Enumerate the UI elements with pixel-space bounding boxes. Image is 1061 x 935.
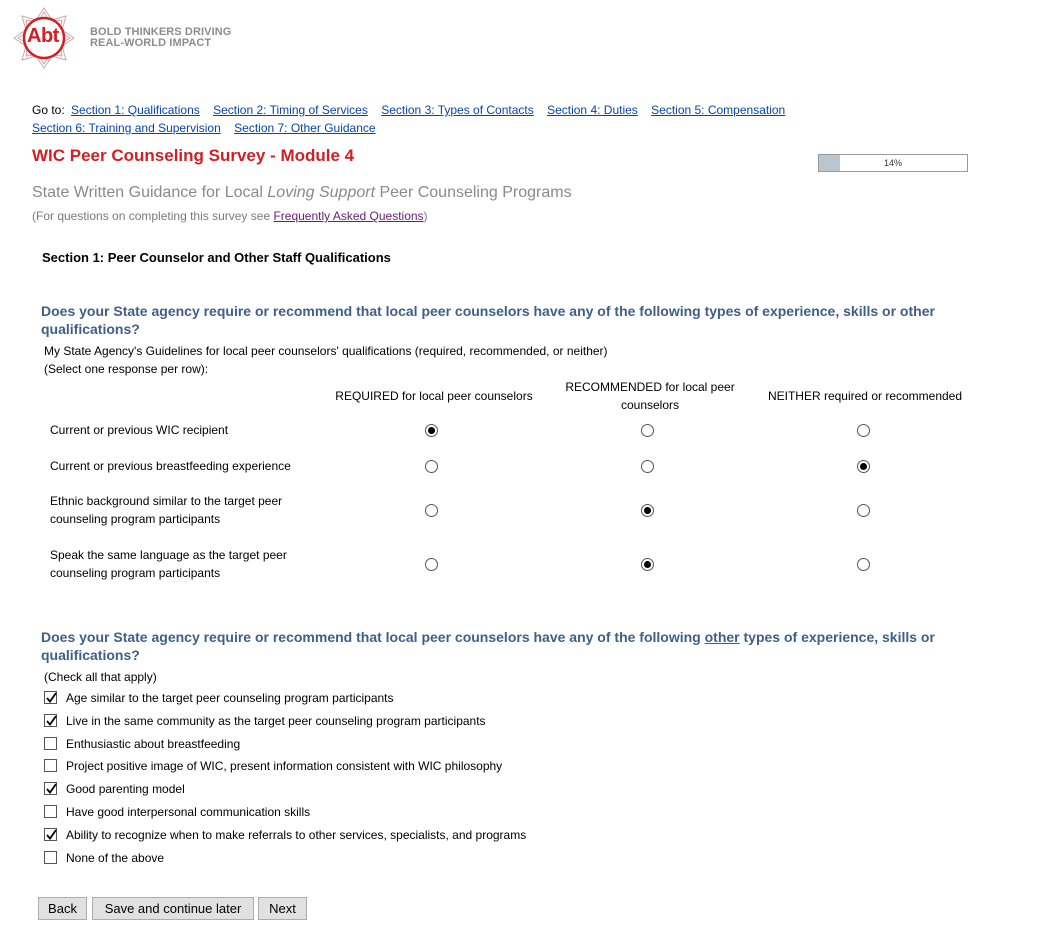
checkbox-same-community[interactable] bbox=[44, 714, 57, 727]
checkbox-label-enthusiastic: Enthusiastic about breastfeeding bbox=[66, 736, 241, 751]
goto-label: Go to: bbox=[32, 103, 65, 117]
tagline bbox=[90, 27, 231, 49]
checkbox-label-parenting-model: Good parenting model bbox=[66, 782, 185, 797]
abt-logo bbox=[12, 6, 76, 70]
question-2-instruction: (Check all that apply) bbox=[44, 670, 157, 684]
checkbox-age-similar[interactable] bbox=[44, 691, 57, 704]
back-button[interactable]: Back bbox=[38, 897, 87, 920]
question-2-text-pre: Does your State agency require or recommend that local peer counselors have any of the following bbox=[41, 629, 705, 645]
radio-same-language-neither[interactable] bbox=[857, 558, 870, 571]
faq-line bbox=[32, 209, 428, 223]
question-1-instruction: My State Agency's Guidelines for local peer counselors' qualifications (required, recommended, or neither) bbox=[44, 344, 608, 358]
row-label-same-language: Speak the same language as the target peer counseling program participants bbox=[50, 548, 287, 580]
checkmark-icon bbox=[45, 691, 58, 705]
subtitle-em: Loving Support bbox=[267, 184, 376, 201]
nav-link-section-6[interactable]: Section 6: Training and Supervision bbox=[32, 121, 221, 135]
radio-same-language-required[interactable] bbox=[425, 558, 438, 571]
checkbox-label-none-of-the-above: None of the above bbox=[66, 850, 165, 865]
row-label-wic-recipient: Current or previous WIC recipient bbox=[50, 423, 229, 437]
page-title: WIC Peer Counseling Survey - Module 4 bbox=[32, 146, 355, 165]
row-label-ethnic-background: Ethnic background similar to the target peer counseling program participants bbox=[50, 494, 283, 526]
checkmark-icon bbox=[45, 828, 58, 842]
save-continue-later-button[interactable]: Save and continue later bbox=[92, 897, 254, 920]
radio-breastfeeding-experience-required[interactable] bbox=[425, 460, 438, 473]
section-heading: Section 1: Peer Counselor and Other Staff Qualifications bbox=[42, 250, 391, 265]
column-header-recommended: RECOMMENDED for local peer counselors bbox=[565, 380, 735, 412]
tagline-line2: REAL-WORLD IMPACT bbox=[90, 37, 212, 49]
nav-link-section-5[interactable]: Section 5: Compensation bbox=[651, 103, 786, 117]
progress-label: 14% bbox=[883, 158, 902, 168]
next-button[interactable]: Next bbox=[258, 897, 307, 920]
checkbox-none-of-the-above[interactable] bbox=[44, 851, 57, 864]
checkbox-referrals[interactable] bbox=[44, 828, 57, 841]
checkbox-enthusiastic[interactable] bbox=[44, 737, 57, 750]
checkbox-interpersonal-skills[interactable] bbox=[44, 805, 57, 818]
faq-link[interactable]: Frequently Asked Questions bbox=[273, 209, 424, 223]
checkbox-parenting-model[interactable] bbox=[44, 782, 57, 795]
faq-post: ) bbox=[423, 209, 428, 223]
question-1-text: Does your State agency require or recommend that local peer counselors have any of the following types of experience, skills or other qualifications? bbox=[41, 303, 935, 337]
checkbox-label-interpersonal-skills: Have good interpersonal communication skills bbox=[66, 805, 311, 819]
progress-bar bbox=[818, 154, 968, 172]
page-subtitle bbox=[32, 184, 572, 202]
checkbox-positive-image[interactable] bbox=[44, 759, 57, 772]
radio-same-language-recommended[interactable] bbox=[641, 558, 654, 571]
column-header-neither: NEITHER required or recommended bbox=[767, 389, 963, 403]
checkmark-icon bbox=[45, 782, 58, 796]
nav-link-section-4[interactable]: Section 4: Duties bbox=[547, 103, 638, 117]
radio-wic-recipient-recommended[interactable] bbox=[641, 424, 654, 437]
nav-link-section-2[interactable]: Section 2: Timing of Services bbox=[213, 103, 368, 117]
section-nav bbox=[32, 101, 832, 137]
question-2-text bbox=[41, 628, 981, 664]
question-2-text-post: types of experience, skills or qualifications? bbox=[41, 629, 935, 663]
radio-breastfeeding-experience-recommended[interactable] bbox=[641, 460, 654, 473]
nav-link-section-3[interactable]: Section 3: Types of Contacts bbox=[381, 103, 534, 117]
column-header-required: REQUIRED for local peer counselors bbox=[335, 389, 533, 403]
faq-pre: (For questions on completing this survey see bbox=[32, 209, 274, 223]
question-1-instruction-2: (Select one response per row): bbox=[44, 362, 209, 376]
radio-wic-recipient-required[interactable] bbox=[425, 424, 438, 437]
checkbox-label-same-community: Live in the same community as the target peer counseling program participants bbox=[66, 713, 486, 728]
logo-text: Abt bbox=[27, 25, 59, 47]
nav-link-section-1[interactable]: Section 1: Qualifications bbox=[71, 103, 200, 117]
checkbox-label-positive-image: Project positive image of WIC, present information consistent with WIC philosophy bbox=[66, 759, 503, 774]
radio-ethnic-background-required[interactable] bbox=[425, 504, 438, 517]
checkbox-label-referrals: Ability to recognize when to make referrals to other services, specialists, and programs bbox=[66, 827, 527, 842]
checkmark-icon bbox=[45, 714, 58, 728]
subtitle-post: Peer Counseling Programs bbox=[375, 184, 572, 201]
radio-wic-recipient-neither[interactable] bbox=[857, 424, 870, 437]
radio-ethnic-background-recommended[interactable] bbox=[641, 504, 654, 517]
radio-breastfeeding-experience-neither[interactable] bbox=[857, 460, 870, 473]
tagline-line1: BOLD THINKERS DRIVING bbox=[90, 26, 232, 38]
checkbox-label-age-similar: Age similar to the target peer counseling program participants bbox=[66, 691, 394, 705]
nav-link-section-7[interactable]: Section 7: Other Guidance bbox=[234, 121, 376, 135]
question-2-text-underlined: other bbox=[704, 629, 740, 645]
subtitle-pre: State Written Guidance for Local bbox=[32, 184, 268, 201]
radio-ethnic-background-neither[interactable] bbox=[857, 504, 870, 517]
row-label-breastfeeding-experience: Current or previous breastfeeding experience bbox=[50, 459, 291, 473]
